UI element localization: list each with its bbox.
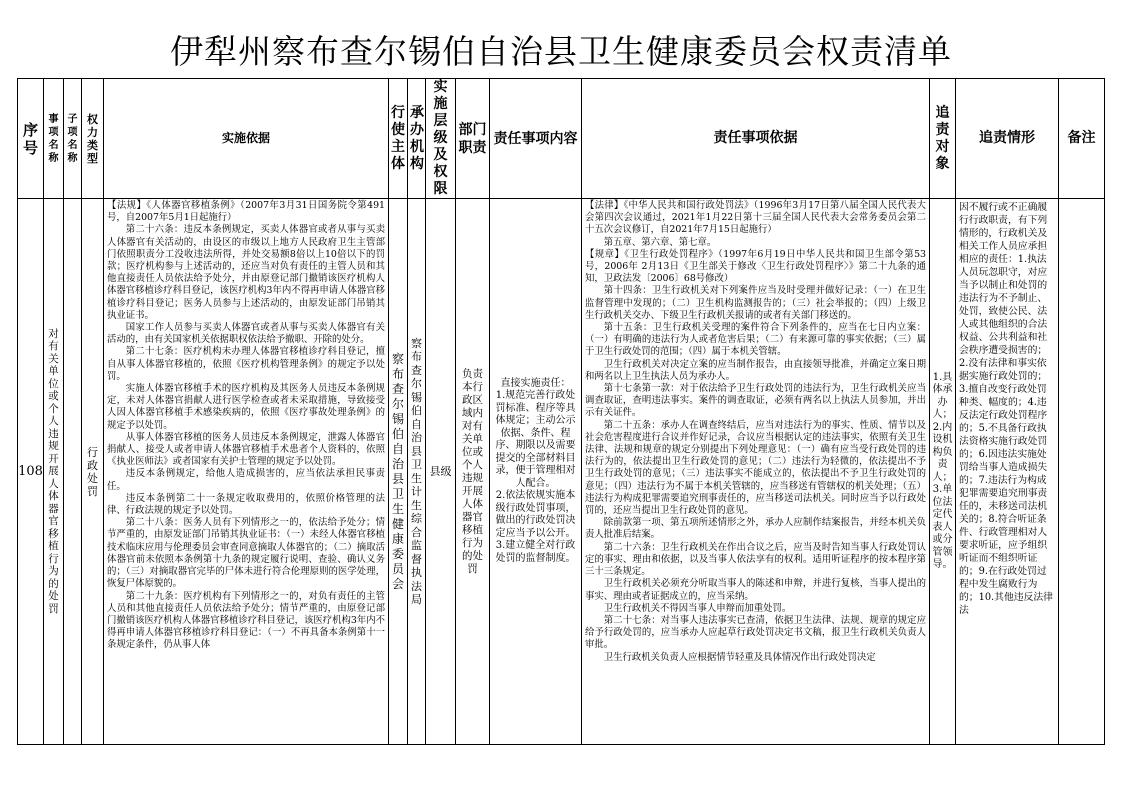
header-resp-basis: 责任事项依据 <box>582 79 930 199</box>
header-row <box>18 79 1105 199</box>
resp_basis-paragraph: 卫生行政机关不得因当事人申辩而加重处罚。 <box>603 602 792 614</box>
basis-paragraph: 第二十八条：医务人员有下列情形之一的，依法给予处分；情节严重的，由原发证部门吊销其执业证书：（一）未经人体器官移植技术临床应用与伦理委员会审查同意摘取人体器官的；（二）摘取活体器官前未依照本条例第十九条的规定履行说明、查验、确认义务的；（三）对摘取器官完毕的尸体未进行符合伦理原则的医学处理，恢复尸体原貌的。 <box>107 517 385 590</box>
header-acc-obj: 追责对象 <box>930 79 956 199</box>
row-sub-item <box>64 199 82 745</box>
basis-paragraph: 第二十九条：医疗机构有下列情形之一的，对负有责任的主管人员和其他直接责任人员依法给予处分；情节严重的，由原登记部门撤销该医疗机构人体器官移植诊疗科目登记，该医疗机构3年内不得再申请人体器官移植诊疗科目登记：（一）不再具备本条例第十一条规定条件，仍从事人体 <box>107 590 385 651</box>
basis-paragraph: 第二十六条：违反本条例规定，买卖人体器官或者从事与买卖人体器官有关活动的，由设区的市级以上地方人民政府卫生主管部门依照职责分工没收违法所得，并处交易额8倍以上10倍以下的罚款；医疗机构参与上述活动的，还应当对负有责任的主管人员和其他直接责任人员依法给予处分，并由原登记部门撤销该医疗机构人体器官移植诊疗科目登记，该医疗机构3年内不得再申请人体器官移植诊疗科目登记；医务人员参与上述活动的，由原发证部门吊销其执业证书。 <box>107 224 385 321</box>
resp_basis-paragraph: 第十四条：卫生行政机关对下列案件应当及时受理并做好记录：（一）在卫生监督管理中发现的；（二）卫生机构监测报告的；（三）社会举报的；（四）上级卫生行政机关交办、下级卫生行政机关报请的或者有关部门移送的。 <box>585 285 926 321</box>
basis-paragraph: 违反本条例规定，给他人造成损害的，应当依法承担民事责任。 <box>107 468 385 492</box>
basis-paragraph: 违反本条例第二十一条规定收取费用的，依照价格管理的法律、行政法规的规定予以处罚。 <box>107 492 385 517</box>
page-title: 伊犁州察布查尔锡伯自治县卫生健康委员会权责清单 <box>170 32 952 71</box>
header-note: 备注 <box>1059 79 1105 199</box>
header-acc-case: 追责情形 <box>956 79 1059 199</box>
resp_basis-paragraph: 第二十六条：卫生行政机关在作出合议之后，应当及时告知当事人行政处罚认定的事实、理由和依据，以及当事人依法享有的权利。适用听证程序的按本程序第三十三条规定。 <box>585 541 926 578</box>
header-resp: 责任事项内容 <box>490 79 582 199</box>
row-resp <box>490 199 582 745</box>
resp-content-text <box>490 376 581 568</box>
row-note <box>1059 199 1105 745</box>
row-acc-case: 因不履行或不正确履行行政职责，有下列情形的，行政机关及相关工作人员应承担相应的责任：1.执法人员玩忽职守，对应当予以制止和处罚的违法行为不予制止、处罚，致使公民、法人或其他组织的合法权益、公共利益和社会秩序遭受损害的；2.没有法律和事实依据实施行政处罚的；3.擅自改变行政处罚种类、幅度的；4.违反法定行政处罚程序的；5.不具备行政执法资格实施行政处罚的；6.因违法实施处罚给当事人造成损失的；7.违法行为构成犯罪需要追究刑事责任的，未移送司法机关的；8.符合听证条件、行政管理相对人要求听证，应予组织听证而不组织听证的；9.在行政处罚过程中发生腐败行为的；10.其他违反法律法 <box>956 199 1059 745</box>
header-level: 实施层级及权限 <box>426 79 456 199</box>
row-duty: 负责本行政区域内对有关单位或个人违规开展人体器官移植行为的处罚 <box>456 199 490 745</box>
resp_content-paragraph: 1.规范完善行政处罚标准、程序等具体规定；主动公示依据、条件、程序、期限以及需要提交的全部材料目录，便于管理相对人配合。 <box>495 390 576 489</box>
header-seq: 序号 <box>18 79 44 199</box>
resp_content-paragraph: 2.依法依规实施本级行政处罚事项，做出的行政处罚决定应当予以公开。 <box>495 490 576 539</box>
row-seq: 108 <box>18 199 44 745</box>
header-power-type: 权力类型 <box>82 79 104 199</box>
header-undertaker: 承办机构 <box>408 79 426 199</box>
resp_basis-paragraph: 第五章、第六章、第七章。 <box>603 236 717 248</box>
resp_basis-paragraph: 卫生行政机关对决定立案的应当制作报告，由直接领导批准，并确定立案日期和两名以上卫生执法人员为承办人。 <box>585 358 926 382</box>
row-item-name: 对有关单位或个人违规开展人体器官移植行为的处罚 <box>44 199 64 745</box>
header-item-name: 事项名称 <box>44 79 64 199</box>
basis-paragraph: 从事人体器官移植的医务人员违反本条例规定，泄露人体器官捐献人、接受人或者申请人体器官移植手术患者个人资料的，依照《执业医师法》或者国家有关护士管理的规定予以处罚。 <box>107 431 385 468</box>
resp_content-paragraph: 3.建立健全对行政处罚的监督制度。 <box>495 540 576 564</box>
row-level: 县级 <box>426 199 456 745</box>
row-subject: 察布查尔锡伯自治县卫生健康委员会 <box>389 199 408 745</box>
resp_basis-paragraph: 第二十五条：承办人在调查终结后，应当对违法行为的事实、性质、情节以及社会危害程度进行合议并作好记录，合议应当根据认定的违法事实，依照有关卫生法律、法规和规章的规定分别提出下列处理意见：（一）确有应当受行政处罚的违法行为的，依法提出卫生行政处罚的意见；（二）违法行为轻微的，依法提出不予卫生行政处罚的意见；（三）违法事实不能成立的，依法提出不予卫生行政处罚的意见；（四）违法行为不属于本机关管辖的，应当移送有管辖权的机关处理；（五）违法行为构成犯罪需要追究刑事责任的，应当移送司法机关。同时应当予以行政处罚的，还应当提出卫生行政处罚的意见。 <box>585 419 926 517</box>
row-acc-obj: 1.具体承办人；2.内设机构负责人；3.单位法定代表人或分管领导。 <box>930 199 956 745</box>
resp-basis-text <box>582 199 929 744</box>
row-power-type: 行政处罚 <box>82 199 104 745</box>
resp_basis-paragraph: 卫生行政机关必须充分听取当事人的陈述和申辩，并进行复核，当事人提出的事实、理由或者证据成立的，应当采纳。 <box>585 578 926 602</box>
resp_content-paragraph: 直接实施责任： <box>500 377 571 389</box>
resp_basis-paragraph: 卫生行政机关负责人应根据情节轻重及具体情况作出行政处罚决定 <box>603 651 876 663</box>
power-list-table <box>17 78 1105 745</box>
header-duty: 部门职责 <box>456 79 490 199</box>
resp_basis-paragraph: 【法律】《中华人民共和国行政处罚法》（1996年3月17日第八届全国人民代表大会第四次会议通过，2021年1月22日第十三届全国人民代表大会常务委员会第二十五次会议修订，自2021年7月15日起施行） <box>585 200 926 236</box>
header-sub-item: 子项名称 <box>64 79 82 199</box>
resp_basis-paragraph: 除前款第一项、第五项所述情形之外，承办人应制作结案报告，并经本机关负责人批准后结案。 <box>585 517 926 541</box>
resp_basis-paragraph: 【规章】《卫生行政处罚程序》（1997年6月19日中华人民共和国卫生部令第53号，2006年 2月13日《卫生部关于修改〈卫生行政处罚程序〉》第二十九条的通知，卫政法发〔2006〕68号修改） <box>585 248 926 285</box>
row-resp-basis <box>582 199 930 745</box>
row-basis <box>104 199 389 745</box>
header-subject: 行使主体 <box>389 79 408 199</box>
basis-paragraph: 第二十七条：医疗机构未办理人体器官移植诊疗科目登记，擅自从事人体器官移植的，依照《医疗机构管理条例》的规定予以处罚。 <box>107 346 385 382</box>
basis-paragraph: 国家工作人员参与买卖人体器官或者从事与买卖人体器官有关活动的，由有关国家机关依据职权依法给予撤职、开除的处分。 <box>107 322 385 346</box>
resp_basis-paragraph: 第十五条：卫生行政机关受理的案件符合下列条件的，应当在七日内立案：（一）有明确的违法行为人或者危害后果；（二）有来源可靠的事实依据；（三）属于卫生行政处罚的范围；（四）属于本机关管辖。 <box>585 322 926 358</box>
table-row <box>18 199 1105 745</box>
header-basis: 实施依据 <box>104 79 389 199</box>
basis-paragraph: 【法规】《人体器官移植条例》（2007年3月31日国务院令第491号，自2007年5月1日起施行） <box>107 200 385 224</box>
resp_basis-paragraph: 第十七条第一款：对于依法给予卫生行政处罚的违法行为，卫生行政机关应当调查取证，查明违法事实。案件的调查取证，必须有两名以上执法人员参加，并出示有关证件。 <box>585 383 926 419</box>
row-undertaker: 察布查尔锡伯自治县卫生计生综合监督执法局 <box>408 199 426 745</box>
basis-paragraph: 实施人体器官移植手术的医疗机构及其医务人员违反本条例规定，未对人体器官捐献人进行医学检查或者未采取措施，导致接受人因人体器官移植手术感染疾病的，依照《医疗事故处理条例》的规定予以处罚。 <box>107 383 385 431</box>
basis-text <box>104 199 388 744</box>
resp_basis-paragraph: 第二十七条：对当事人违法事实已查清，依据卫生法律、法规、规章的规定应给予行政处罚的，应当承办人应起草行政处罚决定书文稿，报卫生行政机关负责人审批。 <box>585 614 926 651</box>
